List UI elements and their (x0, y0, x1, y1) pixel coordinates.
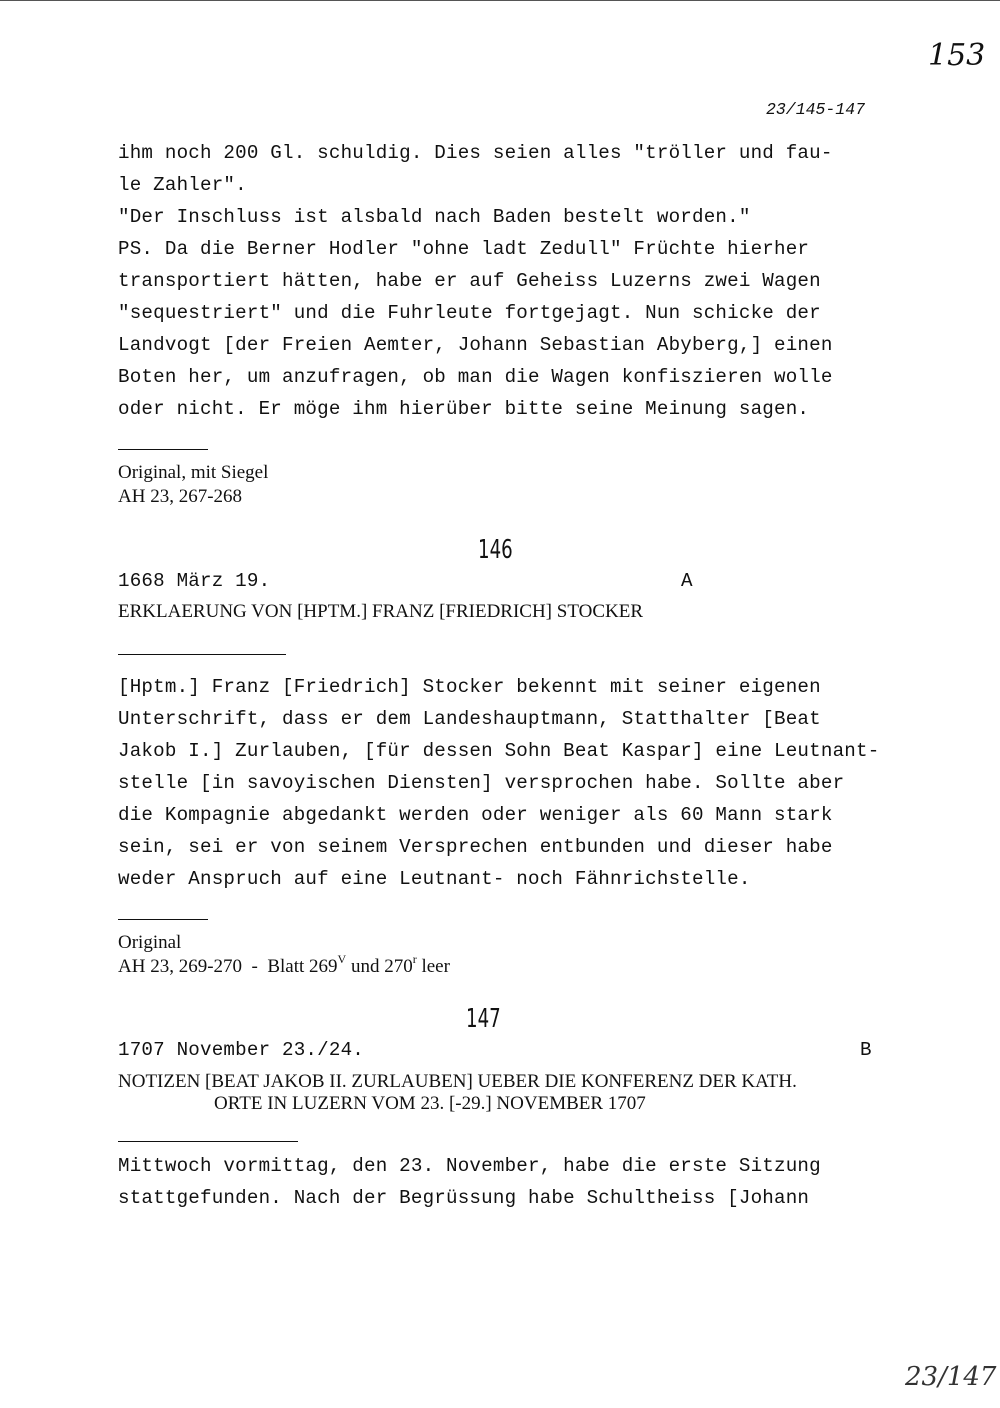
body-line: stattgefunden. Nach der Begrüssung habe Schultheiss [Johann (118, 1187, 810, 1209)
document-date: 1707 November 23./24. (118, 1039, 365, 1061)
continuation-line: le Zahler". (118, 174, 247, 196)
page-top-border (0, 0, 1000, 1)
folio-number: 153 (928, 38, 986, 73)
continuation-line: oder nicht. Er möge ihm hierüber bitte seine Meinung sagen. (118, 398, 810, 420)
section-rule (118, 654, 286, 655)
source-note-line (118, 952, 450, 978)
body-line: die Kompagnie abgedankt werden oder weniger als 60 Mann stark (118, 804, 833, 826)
body-line: stelle [in savoyischen Diensten] versprochen habe. Sollte aber (118, 772, 845, 794)
body-line: weder Anspruch auf eine Leutnant- noch Fähnrichstelle. (118, 868, 751, 890)
page-reference: 23/145-147 (766, 100, 866, 119)
document-title: NOTIZEN [BEAT JAKOB II. ZURLAUBEN] UEBER DIE KONFERENZ DER KATH. (118, 1071, 797, 1092)
section-rule (118, 449, 208, 450)
source-note-line: AH 23, 267-268 (118, 486, 243, 507)
body-line: [Hptm.] Franz [Friedrich] Stocker bekennt mit seiner eigenen (118, 676, 821, 698)
superscript-recto: r (412, 952, 417, 966)
section-rule (118, 919, 208, 920)
document-category-letter: A (681, 570, 693, 592)
continuation-line: Boten her, um anzufragen, ob man die Wagen konfiszieren wolle (118, 366, 833, 388)
continuation-line: Landvogt [der Freien Aemter, Johann Sebastian Abyberg,] einen (118, 334, 833, 356)
continuation-line: ihm noch 200 Gl. schuldig. Dies seien alles "tröller und fau- (118, 142, 833, 164)
continuation-line: PS. Da die Berner Hodler "ohne ladt Zedull" Früchte hierher (118, 238, 810, 260)
body-line: Unterschrift, dass er dem Landeshauptmann, Statthalter [Beat (118, 708, 821, 730)
source-text: AH 23, 269-270 - Blatt 269 (118, 956, 338, 977)
document-title: ERKLAERUNG VON [HPTM.] FRANZ [FRIEDRICH] STOCKER (118, 601, 643, 622)
document-number: 147 (466, 1004, 501, 1034)
source-text: und 270 (346, 956, 413, 977)
continuation-line: transportiert hätten, habe er auf Geheiss Luzerns zwei Wagen (118, 270, 821, 292)
document-number: 146 (478, 535, 513, 565)
document-title: ORTE IN LUZERN VOM 23. [-29.] NOVEMBER 1707 (214, 1093, 646, 1114)
body-line: Jakob I.] Zurlauben, [für dessen Sohn Beat Kaspar] eine Leutnant- (118, 740, 880, 762)
continuation-line: "sequestriert" und die Fuhrleute fortgejagt. Nun schicke der (118, 302, 821, 324)
document-date: 1668 März 19. (118, 570, 271, 592)
continuation-line: "Der Inschluss ist alsbald nach Baden bestelt worden." (118, 206, 751, 228)
section-rule (118, 1141, 298, 1142)
document-category-letter: B (860, 1039, 872, 1061)
superscript-verso: V (337, 952, 347, 966)
source-note-line: Original, mit Siegel (118, 462, 269, 483)
body-line: sein, sei er von seinem Versprechen entbunden und dieser habe (118, 836, 833, 858)
handwritten-archive-note: 23/147 (905, 1362, 997, 1392)
source-note-line: Original (118, 932, 182, 953)
source-text: leer (416, 956, 450, 977)
body-line: Mittwoch vormittag, den 23. November, habe die erste Sitzung (118, 1155, 821, 1177)
